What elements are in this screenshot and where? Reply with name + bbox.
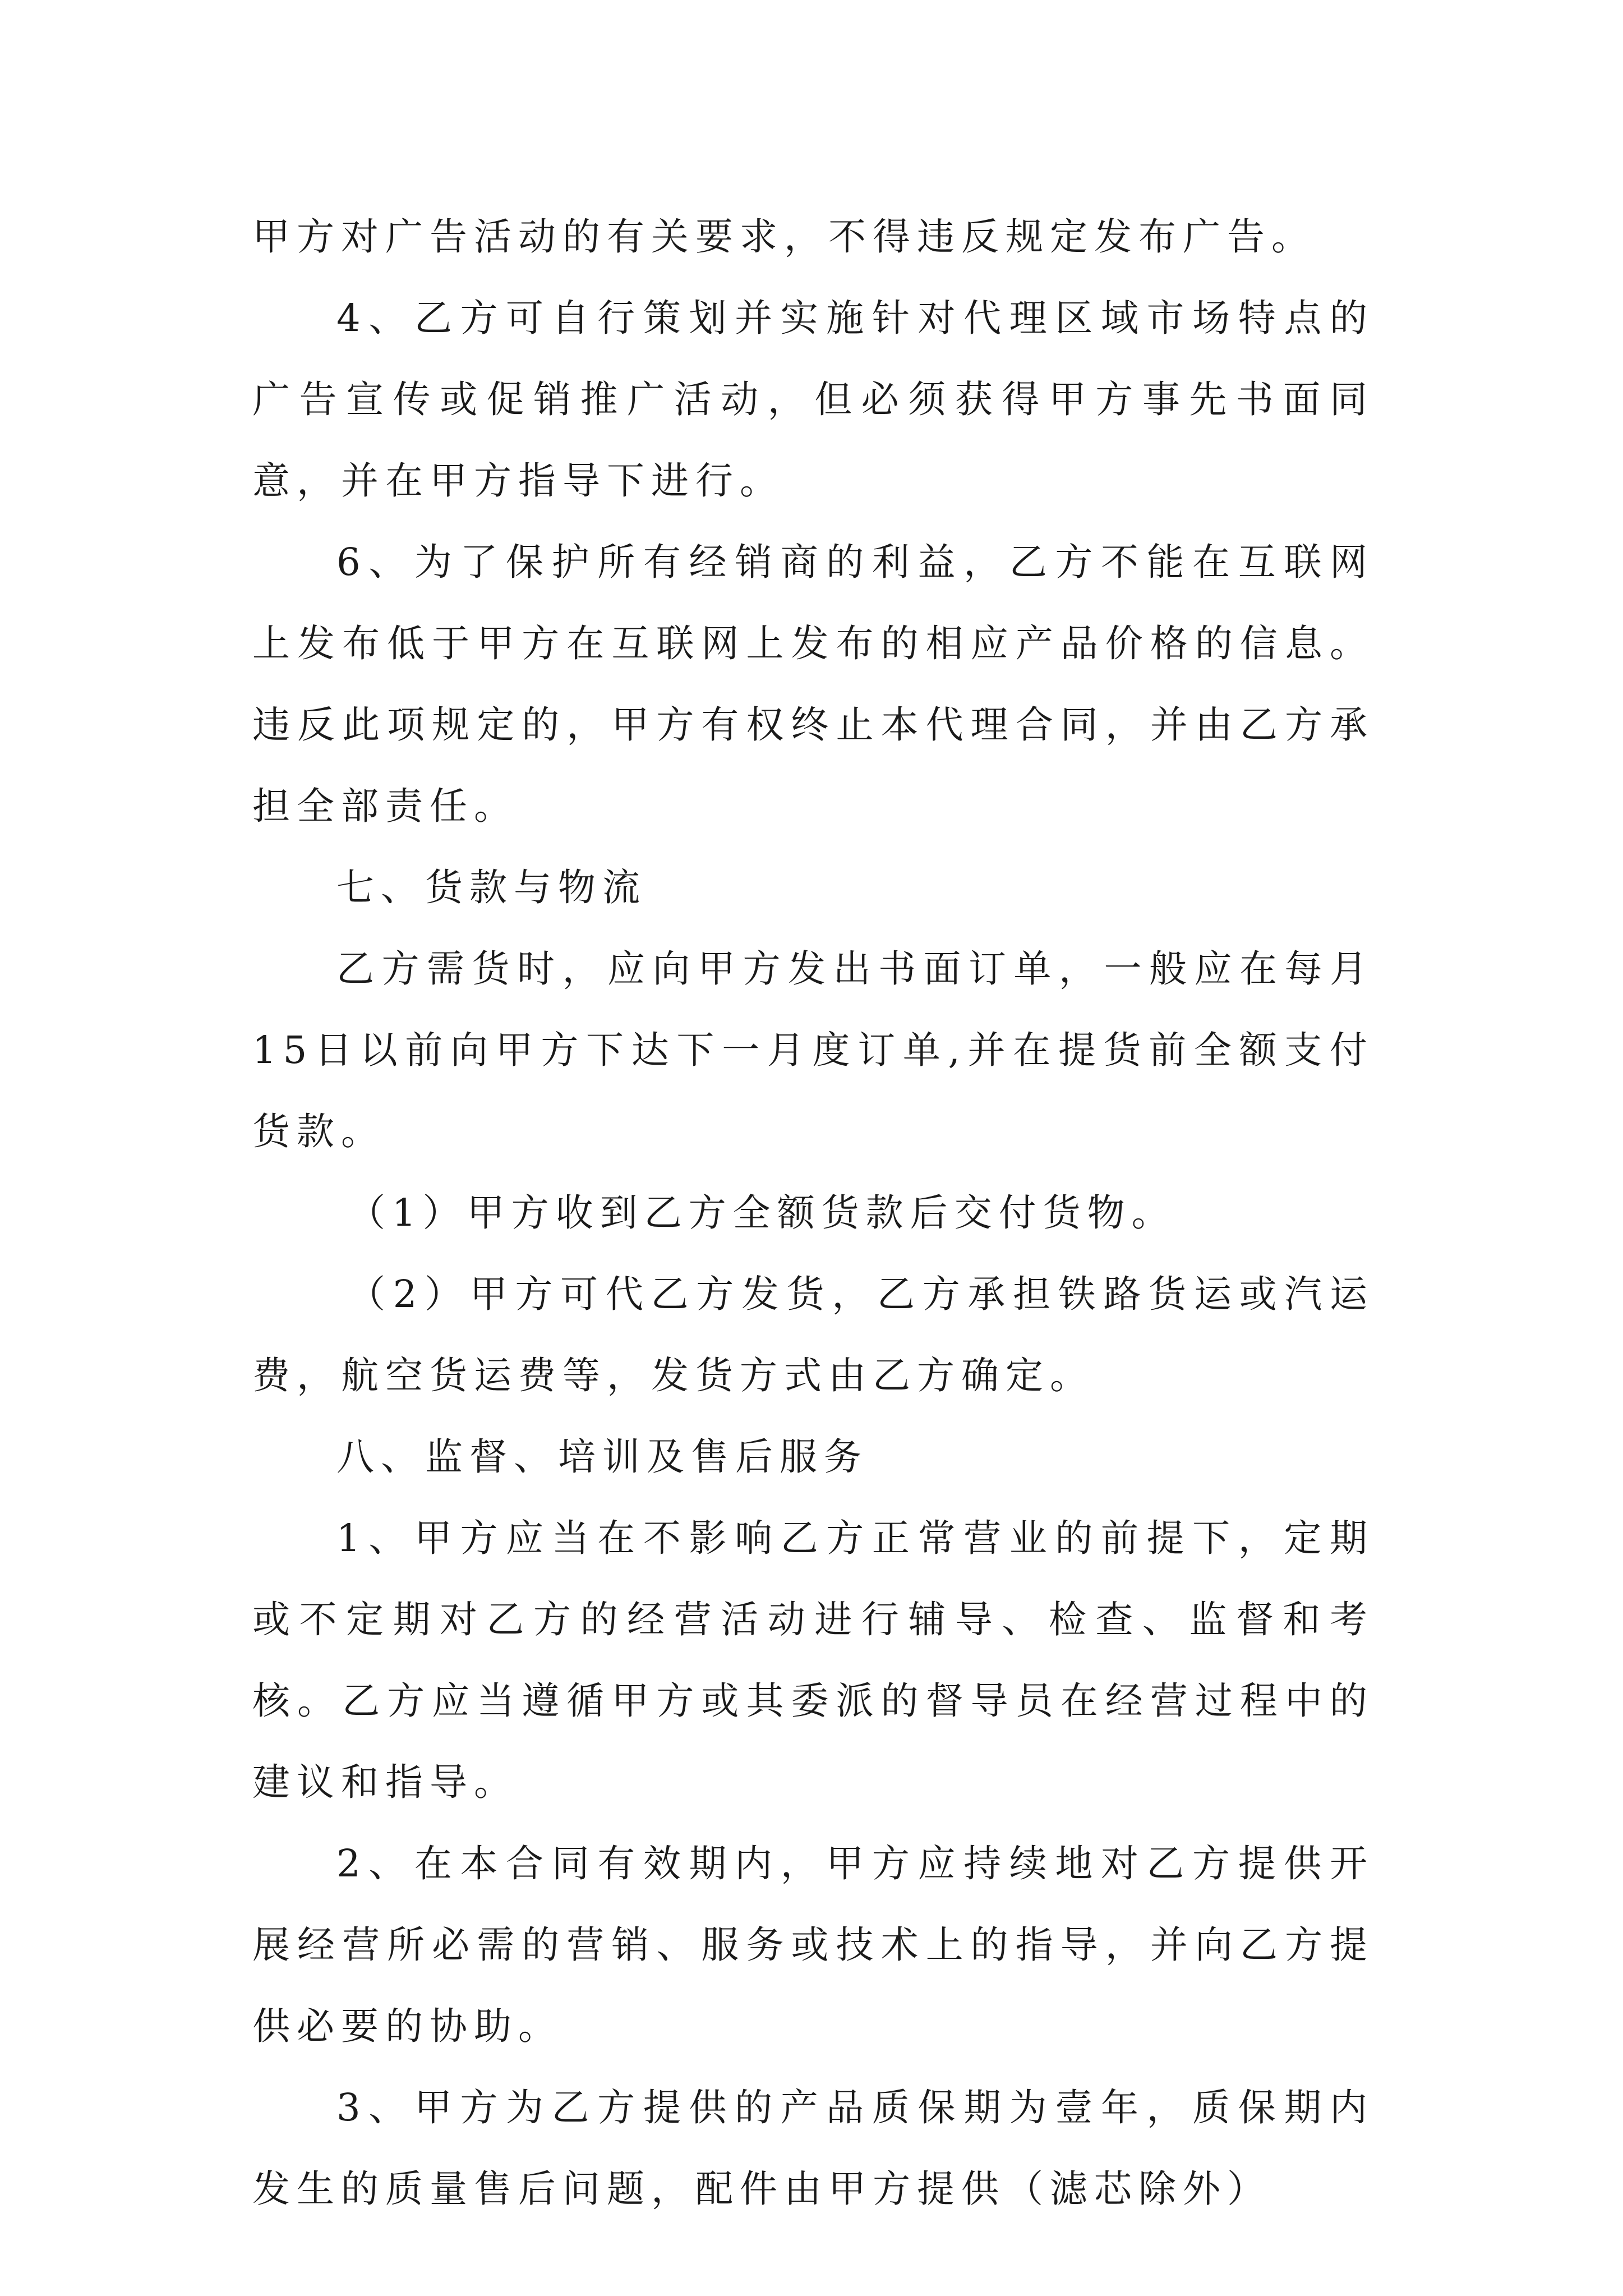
paragraph-supervision-1: 1、甲方应当在不影响乙方正常营业的前提下，定期或不定期对乙方的经营活动进行辅导、检查、监督和考核。乙方应当遵循甲方或其委派的督导员在经营过程中的建议和指导。 bbox=[252, 1516, 1374, 1804]
paragraph-ordering: 乙方需货时，应向甲方发出书面订单，一般应在每月15日以前向甲方下达下一月度订单,并在提货前全额支付货款。 bbox=[252, 947, 1374, 1153]
paragraph-clause-6: 6、为了保护所有经销商的利益，乙方不能在互联网上发布低于甲方在互联网上发布的相应产品价格的信息。违反此项规定的，甲方有权终止本代理合同，并由乙方承担全部责任。 bbox=[252, 540, 1374, 828]
paragraph-item-1: （1）甲方收到乙方全额货款后交付货物。 bbox=[348, 1191, 1176, 1235]
paragraph-clause-4: 4、乙方可自行策划并实施针对代理区域市场特点的广告宣传或促销推广活动，但必须获得甲方事先书面同意，并在甲方指导下进行。 bbox=[252, 296, 1374, 503]
section-heading-supervision: 八、监督、培训及售后服务 bbox=[336, 1435, 868, 1479]
paragraph-supervision-3: 3、甲方为乙方提供的产品质保期为壹年，质保期内发生的质量售后问题，配件由甲方提供（滤芯除外） bbox=[252, 2086, 1374, 2211]
paragraph-supervision-2: 2、在本合同有效期内，甲方应持续地对乙方提供开展经营所必需的营销、服务或技术上的指导，并向乙方提供必要的协助。 bbox=[252, 1842, 1374, 2048]
contract-text bbox=[252, 196, 1374, 2230]
paragraph-advertising-continued: 甲方对广告活动的有关要求，不得违反规定发布广告。 bbox=[252, 215, 1316, 259]
paragraph-item-2: （2）甲方可代乙方发货，乙方承担铁路货运或汽运费，航空货运费等，发货方式由乙方确定。 bbox=[252, 1272, 1374, 1397]
section-heading-payment-logistics: 七、货款与物流 bbox=[336, 866, 647, 909]
